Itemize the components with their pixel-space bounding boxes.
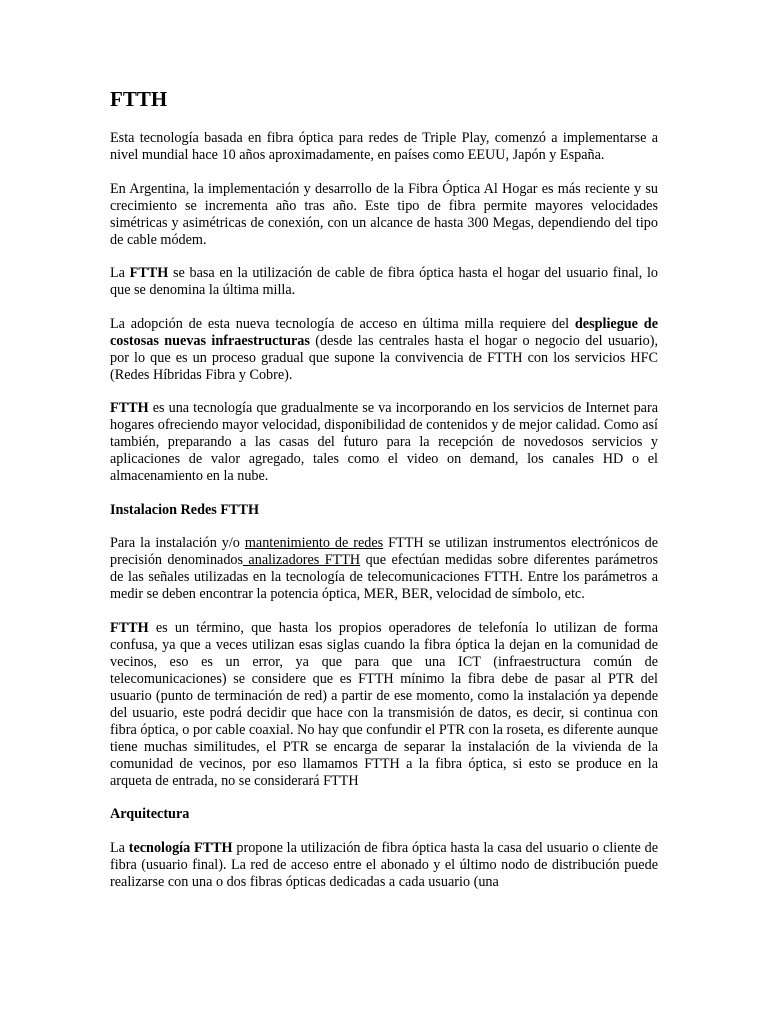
- text-run: se basa en la utilización de cable de fibra óptica hasta el hogar del usuario final, lo que se denomina la última milla.: [110, 265, 658, 298]
- link-analizadores-ftth[interactable]: analizadores FTTH: [243, 552, 361, 568]
- bold-term: FTTH: [110, 619, 149, 636]
- bold-term: FTTH: [129, 265, 169, 281]
- paragraph-ftth-term: [110, 620, 658, 790]
- heading-instalacion: Instalacion Redes FTTH: [110, 501, 259, 518]
- text-run: que efectúan medidas sobre diferentes parámetros de las señales utilizadas en la tecnología de telecomunicaciones FTTH. Entre los parámetros a medir se deben encontrar la potencia óptica, MER, BER, velocidad de símbolo, etc.: [110, 552, 658, 602]
- paragraph-argentina: En Argentina, la implementación y desarrollo de la Fibra Óptica Al Hogar es más reciente y su crecimiento se incrementa año tras año. Este tipo de fibra permite mayores velocidades simétricas y asimétricas de conexión, con un alcance de hasta 300 Megas, dependiendo del tipo de cable módem.: [110, 180, 658, 248]
- bold-term: despliegue de costosas nuevas infraestructuras: [110, 315, 658, 349]
- text-run: (desde las centrales hasta el hogar o negocio del usuario), por lo que es un proceso gradual que supone la convivencia de FTTH con los servicios HFC (Redes Híbridas Fibra y Cobre).: [110, 332, 658, 383]
- paragraph-adoption: [110, 316, 658, 384]
- paragraph-arquitectura: [110, 840, 658, 891]
- bold-term: FTTH: [110, 400, 149, 416]
- bold-term: tecnología FTTH: [128, 839, 233, 856]
- paragraph-ftth-services: [110, 400, 658, 485]
- text-run: Para la instalación y/o: [110, 535, 245, 551]
- link-mantenimiento-de-redes[interactable]: mantenimiento de redes: [244, 535, 384, 551]
- paragraph-intro: Esta tecnología basada en fibra óptica para redes de Triple Play, comenzó a implementarse a nivel mundial hace 10 años aproximadamente, en países como EEUU, Japón y España.: [110, 130, 658, 163]
- text-run: FTTH se utilizan instrumentos electrónicos de precisión denominados: [110, 535, 658, 568]
- paragraph-instalacion: [110, 535, 658, 603]
- text-run: es un término, que hasta los propios operadores de telefonía lo utilizan de forma confusa, ya que a veces utilizan esas siglas cuando la fibra óptica la dejan en la comunidad de vecinos, eso es un error, ya que para que una ICT (infraestructura común de telecomunicaciones) se considere que es FTTH mínimo la fibra debe de pasar al PTR del usuario (punto de terminación de red) a partir de ese momento, como la instalación ya depende del usuario, este podrá decidir que hace con la transmisión de datos, es decir, si continua con fibra óptica, o por cable coaxial. No hay que confundir el PTR con la roseta, es diferente aunque tiene muchas similitudes, el PTR se encarga de separar la instalación de la vivienda de la comunidad de vecinos, por eso llamamos FTTH a la fibra óptica, si esto se produce en la arqueta de entrada, no se considerará FTTH: [110, 619, 658, 789]
- document-title: FTTH: [110, 87, 168, 111]
- text-run: La: [110, 265, 130, 281]
- paragraph-ftth-definition: [110, 265, 658, 299]
- text-run: propone la utilización de fibra óptica hasta la casa del usuario o cliente de fibra (usuario final). La red de acceso entre el abonado y el último nodo de distribución puede realizarse con una o dos fibras ópticas dedicadas a cada usuario (una: [110, 839, 658, 890]
- text-run: La adopción de esta nueva tecnología de acceso en última milla requiere del: [110, 315, 575, 332]
- text-run: es una tecnología que gradualmente se va incorporando en los servicios de Internet para hogares ofreciendo mayor velocidad, disponibilidad de contenidos y de mejor calidad. Como así también, preparando a las casas del futuro para la recepción de novedosos servicios y aplicaciones de valor agregado, tales como el video on demand, los canales HD o el almacenamiento en la nube.: [110, 400, 658, 484]
- text-run: La: [110, 839, 129, 856]
- heading-arquitectura: Arquitectura: [110, 806, 190, 822]
